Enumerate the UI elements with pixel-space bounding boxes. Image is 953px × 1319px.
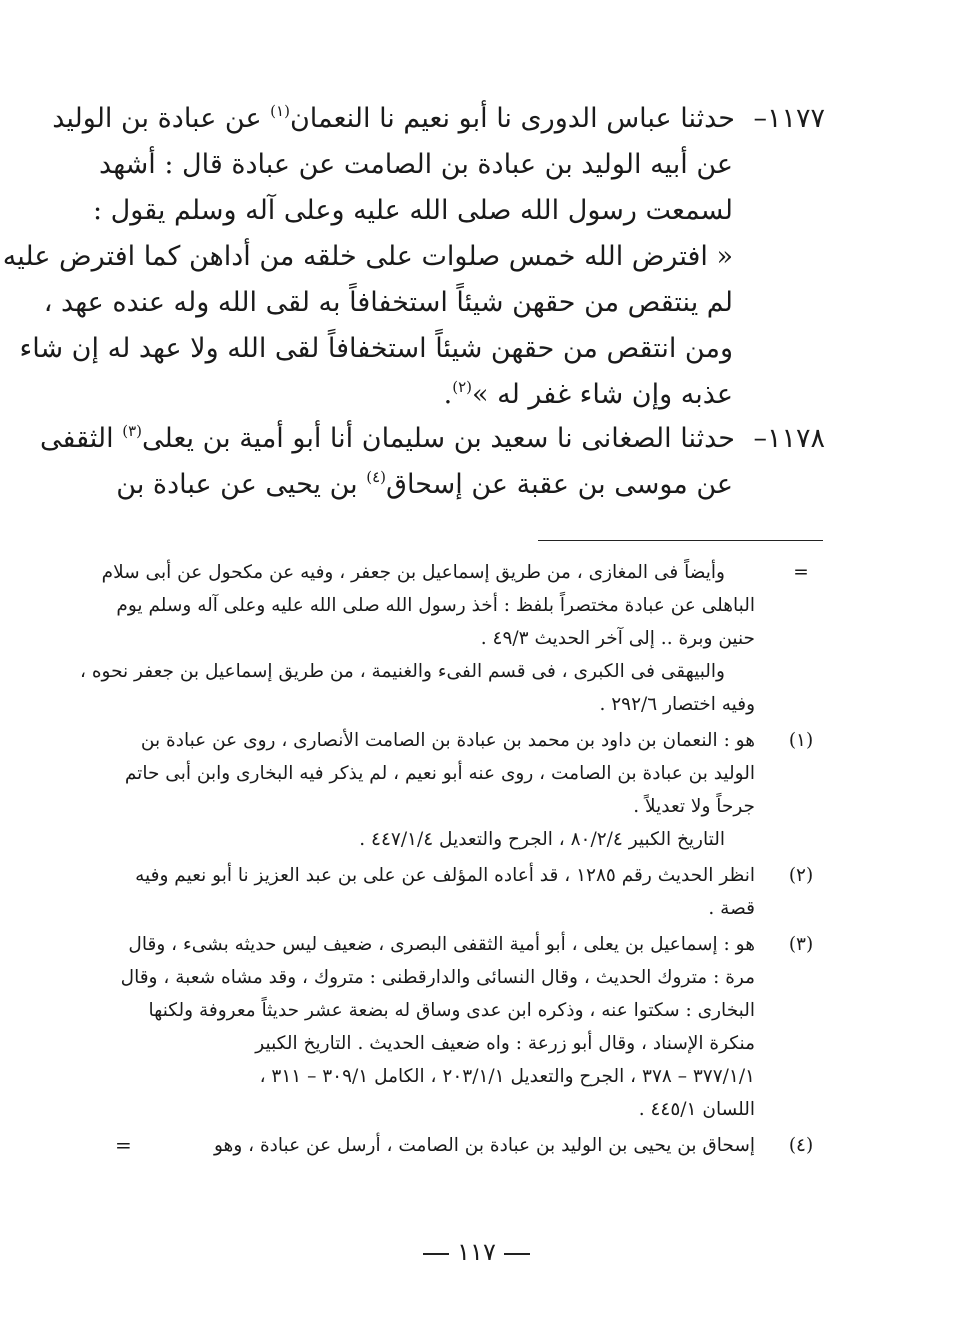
footnote-line: التاريخ الكبير ٨٠/٢/٤ ، الجرح والتعديل ٤٤٧/١/٤ . [359, 829, 725, 850]
hadith-line: عن أبيه الوليد بن عبادة بن الصامت عن عبادة قال : أشهد [99, 149, 733, 180]
footnote-marker: (٤) [788, 1135, 814, 1156]
page-number-dash [504, 1253, 530, 1255]
footnote-line: جرحاً ولا تعديلاً . [633, 796, 755, 817]
hadith-number: ١١٧٧– [753, 103, 825, 134]
page-number-value: ١١٧ [457, 1238, 496, 1266]
footnote-line: ٣٧٧/١/١ – ٣٧٨ ، الجرح والتعديل ٢٠٣/١/١ ، الكامل ٣٠٩/١ – ٣١١ ، [259, 1066, 755, 1087]
footnote-line: والبيهقى فى الكبرى ، فى قسم الفىء والغنيمة ، من طريق إسماعيل بن جعفر نحوه ، [79, 661, 725, 682]
page-number-dash [423, 1253, 449, 1255]
hadith-line: ومن انتقص من حقهن شيئاً استخفافاً لقى الله ولا عهد له إن شاء [19, 333, 733, 364]
footnote-3 [120, 928, 825, 1126]
footnote-line: وفيه اختصار ٢٩٢/٦ . [599, 694, 755, 715]
footnote-marker: (٣) [788, 934, 814, 955]
footnote-line: الباهلى عن عبادة مختصراً بلفظ : أخذ رسول الله صلى الله عليه وعلى آله وسلم يوم [116, 595, 755, 616]
hadith-line: لم ينتقص من حقهن شيئاً استخفافاً به لقى الله وله عنده عهد ، [43, 287, 733, 318]
hadith-1177 [2, 96, 825, 418]
footnote-line: قصة . [708, 898, 755, 919]
hadith-number: ١١٧٨– [753, 423, 825, 454]
hadith-line: ١١٧٨–حدثنا الصغانى نا سعيد بن سليمان أنا أبو أمية بن يعلى$^{(٣)}$ الثقفى [125, 416, 825, 462]
footnote-line: انظر الحديث رقم ١٢٨٥ ، قد أعاده المؤلف عن على بن عبد العزيز نا أبو نعيم وفيه [135, 865, 755, 886]
hadith-line: لسمعت رسول الله صلى الله عليه وعلى آله وسلم يقول : [92, 195, 733, 226]
footnote-marker: (١) [788, 730, 814, 751]
footnote-separator [538, 540, 823, 541]
footnote-line: مرة : متروك الحديث ، وقال النسائى والدارقطنى : متروك ، وقد مشاه شعبة ، وقال [120, 967, 755, 988]
footnote-line: اللسان ٤٤٥/١ . [638, 1099, 755, 1120]
hadith-1178 [39, 416, 825, 508]
footnotes-section [79, 556, 825, 1165]
footnote-2 [125, 859, 825, 925]
footnote-ref[interactable]: (٣) [122, 422, 142, 440]
footnote-ref[interactable]: (١) [270, 102, 290, 120]
footnote-line: حنين وبرة .. إلى آخر الحديث ٤٩/٣ . [480, 628, 755, 649]
hadith-line: عذبه وإن شاء غفر له »$^{(٢)}$. [443, 378, 733, 410]
footnote-line: هو : إسماعيل بن يعلى ، أبو أمية الثقفى البصرى ، ضعيف ليس حديثه بشىء ، وقال [128, 934, 755, 955]
footnote-ref[interactable]: (٤) [366, 468, 387, 486]
continuation-mark: = [115, 1133, 132, 1157]
footnote-line: البخارى : سكتوا عنه ، وذكره ابن عدى وساق له بضعة عشر حديثاً معروفة ولكنها [148, 1000, 755, 1021]
footnote-marker: = [793, 562, 809, 583]
footnote-line: وأيضاً فى المغازى ، من طريق إسماعيل بن جعفر ، وفيه عن مكحول عن أبى سلام [101, 562, 725, 583]
footnote-line: منكرة الإسناد ، وقال أبو زرعة : واه ضعيف الحديث . التاريخ الكبير [255, 1033, 755, 1054]
footnote-line: هو : النعمان بن داود بن محمد بن عبادة بن الصامت الأنصارى ، روى عن عبادة بن [140, 730, 755, 751]
footnote-continued [79, 556, 825, 721]
footnote-4 [115, 1129, 825, 1162]
hadith-line: « افترض الله خمس صلوات على خلقه من أداهن كما افترض عليه [2, 241, 733, 272]
hadith-line: عن موسى بن عقبة عن إسحاق$^{(٤)}$ بن يحيى عن عبادة بن [116, 468, 733, 500]
footnote-line: الوليد بن عبادة بن الصامت ، روى عنه أبو نعيم ، لم يذكر فيه البخارى وابن أبى حاتم [124, 763, 755, 784]
footnote-line: إسحاق بن يحيى بن الوليد بن عبادة بن الصامت ، أرسل عن عبادة ، وهو = [125, 1129, 755, 1162]
footnote-marker: (٢) [788, 865, 814, 886]
footnote-ref[interactable]: (٢) [452, 378, 472, 396]
footnote-1 [125, 724, 825, 856]
page-number [0, 1238, 953, 1266]
hadith-line: ١١٧٧–حدثنا عباس الدورى نا أبو نعيم نا النعمان$^{(١)}$ عن عبادة بن الوليد [125, 96, 825, 142]
